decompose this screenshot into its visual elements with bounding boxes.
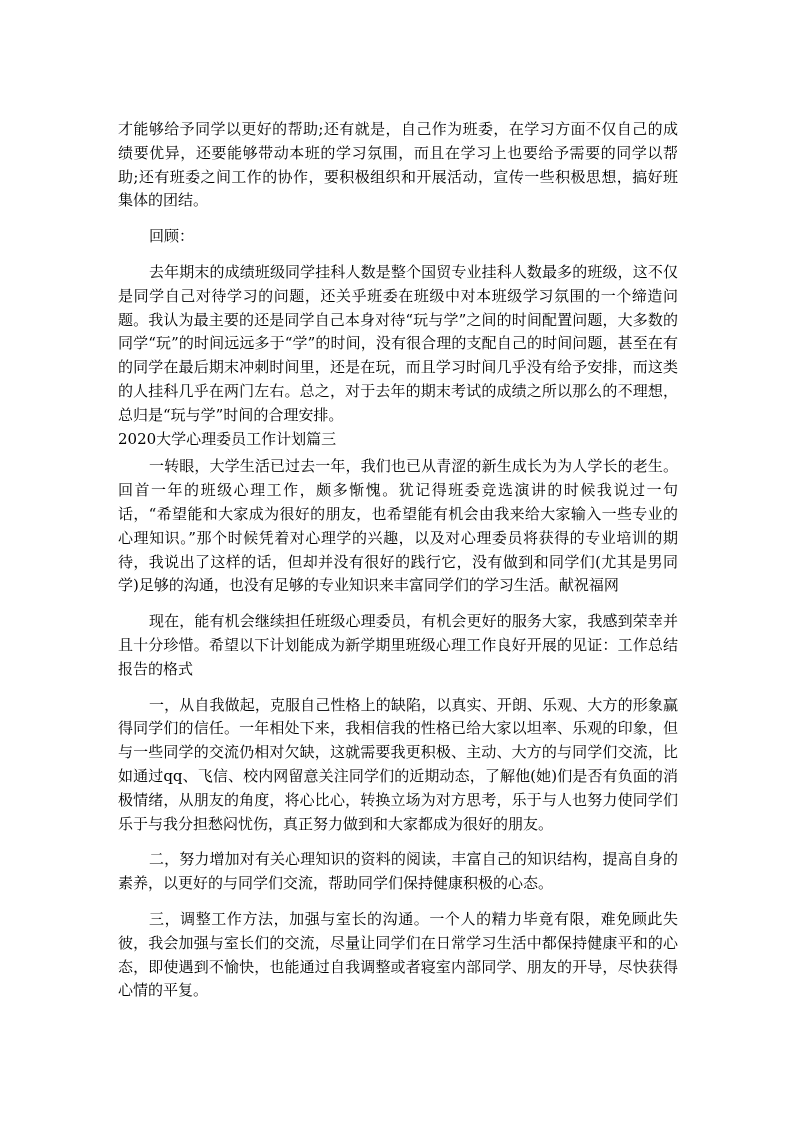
section-title: 2020大学心理委员工作计划篇三 <box>118 429 337 448</box>
paragraph-3: 一，从自我做起，克服自己性格上的缺陷，以真实、开朗、乐观、大方的形象赢得同学们的信任。一年相处下来，我相信我的性格已给大家以坦率、乐观的印象，但与一些同学的交流仍相对欠缺，这就需要我更积极、主动、大方的与同学们交流，比如通过qq、飞信、校内网留意关注同学们的近期动态，了解他(她)们是否有负面的消极情绪，从朋友的角度，将心比心，转换立场为对方思考，乐于与人也努力使同学们乐于与我分担愁闷忧伤，真正努力做到和大家都成为很好的朋友。 <box>118 695 678 833</box>
paragraph-5: 三，调整工作方法，加强与室长的沟通。一个人的精力毕竟有限，难免顾此失彼，我会加强与室长们的交流，尽量让同学们在日常学习生活中都保持健康平和的心态，即使遇到不愉快，也能通过自我调整或者寝室内部同学、朋友的开导，尽快获得心情的平复。 <box>118 909 678 1000</box>
document-page <box>118 118 678 1003</box>
review-paragraph: 去年期末的成绩班级同学挂科人数是整个国贸专业挂科人数最多的班级，这不仅是同学自己对待学习的问题，还关乎班委在班级中对本班级学习氛围的一个缔造问题。我认为最主要的还是同学自己本身对待“玩与学”之间的时间配置问题，大多数的同学“玩”的时间远远多于“学”的时间，没有很合理的支配自己的时间问题，甚至在有的同学在最后期末冲刺时间里，还是在玩，而且学习时间几乎没有给予安排，而这类的人挂科几乎在两门左右。总之，对于去年的期末考试的成绩之所以那么的不理想，总归是“玩与学”时间的合理安排。 <box>118 262 678 424</box>
paragraph-1: 一转眼，大学生活已过去一年，我们也已从青涩的新生成长为为人学长的老生。回首一年的班级心理工作，颇多惭愧。犹记得班委竞选演讲的时候我说过一句话，“希望能和大家成为很好的朋友，也希望能有机会由我来给大家输入一些专业的心理知识。”那个时候凭着对心理学的兴趣，以及对心理委员将获得的专业培训的期待，我说出了这样的话，但却并没有很好的践行它，没有做到和同学们(尤其是男同学)足够的沟通，也没有足够的专业知识来丰富同学们的学习生活。献祝福网 <box>118 457 678 595</box>
intro-paragraph: 才能够给予同学以更好的帮助;还有就是，自己作为班委，在学习方面不仅自己的成绩要优异，还要能够带动本班的学习氛围，而且在学习上也要给予需要的同学以帮助;还有班委之间工作的协作，要积极组织和开展活动，宣传一些积极思想，搞好班集体的团结。 <box>118 120 678 210</box>
review-label: 回顾： <box>149 227 195 246</box>
paragraph-4: 二，努力增加对有关心理知识的资料的阅读，丰富自己的知识结构，提高自身的素养，以更好的与同学们交流，帮助同学们保持健康积极的心态。 <box>118 850 678 893</box>
paragraph-2: 现在，能有机会继续担任班级心理委员，有机会更好的服务大家，我感到荣幸并且十分珍惜。希望以下计划能成为新学期里班级心理工作良好开展的见证：工作总结报告的格式 <box>118 612 678 678</box>
